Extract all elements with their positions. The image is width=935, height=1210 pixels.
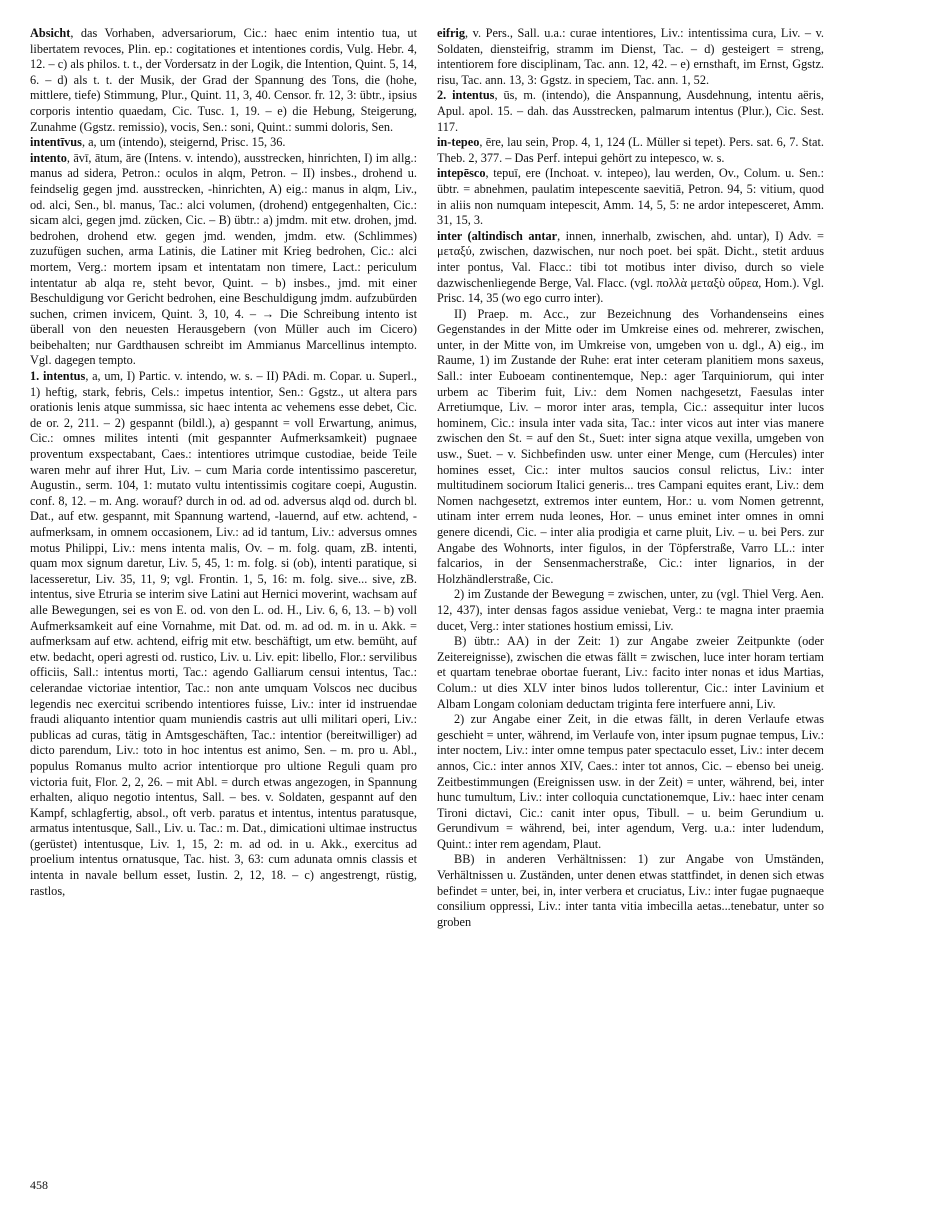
left-column bbox=[30, 26, 417, 899]
inter-section-BB: BB) in anderen Verhältnissen: 1) zur Angabe von Umständen, Verhältnissen u. Zuständen, unter denen etwas stattfindet, in denen sich etwas befindet = unter, bei, in, inter verbera et cruciatus, Liv.: inter fugae pugnaeque consilium oppressi, Liv.: inter tanta vitia imbecilla aetas...tenebatur, unter so groben bbox=[437, 852, 824, 929]
entry-intentivus: intentīvus, a, um (intendo), steigernd, Prisc. 15, 36. bbox=[30, 135, 286, 150]
inter-section-B-AA2: 2) zur Angabe einer Zeit, in die etwas fällt, in deren Verlaufe etwas geschieht = unter, während, im Verlaufe von, inter ipsum pugnae tempus, Liv.: inter noctem, Liv.: inter omne tempus pater spectaculo esset, Liv.: inter decem annos, Cic.: inter annos XIV, Caes.: inter tot annos, Cic. – ebenso bei uneig. Zeitbestimmungen (Ereignissen usw. in der Zeit) = unter, während, bei, inter hunc tumultum, Liv.: inter colloquia cunctationemque, Liv.: haec inter cenam Tironi dictavi, Cic.: canit inter opus, Tibull. – u. beim Gerundium u. Gerundivum = während, bei, inter agendum, Verg. u.a.: inter ludendum, Quint.: inter rem agendam, Plaut. bbox=[437, 712, 824, 851]
page-number: 458 bbox=[30, 1178, 48, 1192]
inter-section-B-AA1: B) übtr.: AA) in der Zeit: 1) zur Angabe zweier Zeitpunkte (oder Zeitereignisse), zwischen die etwas fällt = zwischen, luce inter horam tertiam et quartam tenebrae obortae fuerant, Liv.: facito inter nonas et idus Martias, Colum.: ut dies XLV inter binos ludos tollerentur, Cic.: inter Lavinium et Albam Longam coloniam deductam triginta fere interfuere anni, Liv. bbox=[437, 634, 824, 711]
entry-absicht-continued: Absicht, das Vorhaben, adversariorum, Cic.: haec enim intentio tua, ut libertatem revoces, Plin. ep.: cogitationes et intentiones cordis, Vulg. Hebr. 4, 12. – c) als philos. t. t., der Vordersatz in der Logik, die Intention, Quint. 5, 14, 6. – d) als t. t. der Musik, der Grad der Spannung des Tons, die (hohe, mittlere, tiefe) Stimmung, Plur., Quint. 11, 3, 40. Censor. fr. 12, 3: übtr., ipsius corporis intentio quaedam, Cic. Tusc. 1, 19. – e) die Hebung, Steigerung, Zunahme (Ggstz. remissio), vocis, Sen.: soni, Quint.: summi doloris, Sen. bbox=[30, 26, 417, 134]
entry-intentus-continued: eifrig, v. Pers., Sall. u.a.: curae intentiores, Liv.: intentissima cura, Liv. – v. Soldaten, diensteifrig, stramm im Dienst, Tac. – d) gesteigert = streng, intentiorem fore disciplinam, Tac. ann. 12, 42. – e) ernsthaft, im Ernst, Ggstz. risu, Tac. ann. 13, 3: Ggstz. in speciem, Tac. ann. 1, 52. bbox=[437, 26, 824, 87]
entry-intento: intento, āvī, ātum, āre (Intens. v. intendo), ausstrecken, hinrichten, I) im allg.: manus ad sidera, Petron.: oculos in alqm, Petron. – II) insbes., drohend u. feindselig gegen jmd. ausstrecken, -hinrichten, A) eig.: manus in alqm, Liv., od. alci, Sen., bl. manus, Tac.: alci volumen, (drohend) entgegenhalten, Cic.: sicam alci, gegen jmd. zücken, Cic. – B) übtr.: a) jmdm. mit etw. drohen, jmd. bedrohen, drohend etw. gegen jmd. wenden, jmdm. etw. (Schlimmes) zuzufügen suchen, arma Latinis, die Latiner mit Krieg bedrohen, Cic.: alci mortem, Verg.: mortem ipsam et intentatam non timere, Lact.: periculum intentatur ab alqa re, steht bevor, Quint. – b) insbes., jmd. mit einer Beschuldigung vor Gericht bedrohen, eine Beschuldigung jmdm. aufzubürden suchen, crimen invicem, Quint. 3, 10, 4. – → Die Schreibung intento ist überall von den neuesten Herausgebern (von Müller auch im Cicero) beibehalten; nur Gardthausen schreibt im Ammianus Marcellinus intempto. Vgl. dagegen tempto. bbox=[30, 150, 417, 368]
entry-intentus-1: 1. intentus, a, um, I) Partic. v. intendo, w. s. – II) PAdi. m. Copar. u. Superl., 1) heftig, stark, febris, Cels.: impetus intentior, Sen.: Ggstz., ut altera pars orationis lenis atque summissa, sic haec intenta ac vehemens esse debet, Cic. de or. 2, 211. – 2) gespannt (bildl.), a) gespannt = voll Erwartung, animus, Cic.: omnes milites intenti (mit gespannter Aufmerksamkeit) pugnaee proventum exspectabant, Caes.: intentiores utrimque custodiae, beide Teile waren mehr auf ihrer Hut, Liv. – cum Maria corde intentissimo pasceretur, Augustin., serm. 104, 1: mutato vultu intentissimis cogitare coepi, Augustin. conf. 8, 12. – m. Ang. worauf? durch in od. ad od. adversus alqd od. durch bl. Dat., auf etw. gespannt, mit Spannung wartend, -lauernd, auf etw. achtend, -aufmerksam, in omnem occasionem, Liv.: ad id tantum, Liv.: adversus omnes motus Philippi, Liv.: mens intenta malis, Ov. – m. folg. quam, zB. intenti, quam mox signum daretur, Liv. 5, 45, 1: m. folg. si (ob), intenti paratique, si lacesseretur, Liv. 35, 11, 9; vgl. Frontin. 1, 5, 16: m. folg. sive... sive, zB. intentus, sive Etruria se interim sive Latini aut Hernici moverint, wachsam auf alle Bewegungen, sei es von E. od. von den L. od. H., Liv. 6, 6, 13. – b) voll Aufmerksamkeit auf eine Vornahme, mit Dat. od. m. ad od. m. in u. Akk. = aufmerksam auf etw. achtend, eifrig mit etw. beschäftigt, um etw. bemüht, auf etw. bedacht, operi agresti od. rustico, Liv. u. Liv. epit: libello, Flor.: servilibus officiis, Sall.: intentus morti, Tac.: agendo Galliarum censui intentus, Tac.: celerandae victoriae intentior, Tac.: non ante umquam Volscos nec ducibus legendis nec exercitui scribendo intentiores fuisse, Liv.: inter id instruendae fraudi aliquanto intentior quam muniendis castris aut ulli militari operi, Liv.: publicas ad curas, tätig in Amtsgeschäften, Tac.: intentior (bereitwilliger) ad dicto parendum, Liv.: toto in hoc intentus est animo, Sen. – m. pro u. Abl., populus Romanus multo acrior intentiorque pro ultione Reguli quam pro victoria fuit, Flor. 2, 2, 26. – mit Abl. = durch etwas angezogen, in Spannung erhalten, aliquo negotio intentus, Sall. – bes. v. Soldaten, gespannt auf den Kampf, schlagfertig, absol., oft verb. paratus et intentus, intentus paratusque, armatus intentusque, Sall., Liv. u. Tac.: m. Dat., dimicationi ultimae instructus (gerüstet) intentusque, Liv. 1, 15, 2: m. ad od. in u. Akk., exercitus ad proelium intentus ornatusque, Tac. hist. 3, 63: cum adunata omnis classis et intenta in navale bellum esset, Iustin. 2, 12, 18. – c) angestrengt, rüstig, rastlos, bbox=[30, 369, 417, 898]
entry-in-tepeo: in-tepeo, ēre, lau sein, Prop. 4, 1, 124 (L. Müller si tepet). Pers. sat. 6, 7. Stat. Theb. 2, 377. – Das Perf. intepui gehört zu intepesco, w. s. bbox=[437, 135, 824, 165]
right-column bbox=[437, 26, 824, 930]
inter-section-A2: 2) im Zustande der Bewegung = zwischen, unter, zu (vgl. Thiel Verg. Aen. 12, 437), inter densas fagos assidue veniebat, Verg.: te magna inter praemia ducet, Verg.: inter stationes hostium emissi, Liv. bbox=[437, 587, 824, 633]
entry-intentus-2: 2. intentus, ūs, m. (intendo), die Anspannung, Ausdehnung, intentu aëris, Apul. apol. 15. – dah. das Ausstrecken, palmarum intentus (Plur.), Cic. Sest. 117. bbox=[437, 88, 824, 134]
entry-intepesco: intepēsco, tepuī, ere (Inchoat. v. intepeo), lau werden, Ov., Colum. u. Sen.: übtr. = abnehmen, paulatim intepescente saevitiā, Petron. 94, 5: vitium, quod in aliis non numquam intepescit, Amm. 14, 5, 5: ne ardor intepesceret, Amm. 31, 15, 3. bbox=[437, 166, 824, 228]
entry-inter: inter (altindisch antar, innen, innerhalb, zwischen, ahd. untar), I) Adv. = μεταξύ, zwischen, dazwischen, nur noch poet. bei spät. Dicht., stetit arduus inter pontus, Val. Flacc.: tibi tot motibus inter diviso, durch so viele dazwischenliegende Berge, Val. Flacc. (vgl. πολλὰ μεταξὺ οὔρεα, Hom.). Vgl. Prisc. 14, 35 (wo ego curro inter). bbox=[437, 228, 824, 306]
inter-section-II: II) Praep. m. Acc., zur Bezeichnung des Vorhandenseins eines Gegenstandes in der Mitte oder im Umkreise eines od. mehrerer, zwischen, unter, in der Mitte von, im Umkreise von, umgeben von u. dgl., A) eig., im Raume, 1) im Zustande der Ruhe: erat inter ceteram planitiem mons saxeus, Sall.: inter Euboeam continentemque, Nep.: ager Tarquiniorum, qui inter urbem ac Tiberim fuit, Liv.: dem Nomen nachgesetzt, Faesulas inter Arretiumque, Liv. – moror inter aras, templa, Cic.: assequitur inter lucos hominem, Cic.: insula inter vada sita, Tac.: inter vicos aut inter vias manere zwischen den St. = auf den St., Suet: inter signa atque vexilla, umgeben von usw., Suet. – v. Sichbefinden usw. unter einer Menge, cum (Hercules) inter homines esset, Cic.: inter multos saucios consul relictus, Liv.: inter multitudinem sociorum Italici generis... tres Campani equites erant, Liv.: dem Nomen nachgesetzt, extremos inter euntem, Hor.: u. vom Nomen getrennt, utinam inter errem nuda leones, Hor. – unus eminet inter omnes in omni genere dicendi, Cic. – inter alia prodigia et carne pluit, Liv. – u. bei Pers. zur Angabe des Wohnorts, inter figulos, in der Töpferstraße, Varro LL.: inter falcarios, in der Sensenmacherstraße, Cic.: inter lignarios, in der Holzhändlerstraße, Cic. bbox=[437, 306, 824, 586]
